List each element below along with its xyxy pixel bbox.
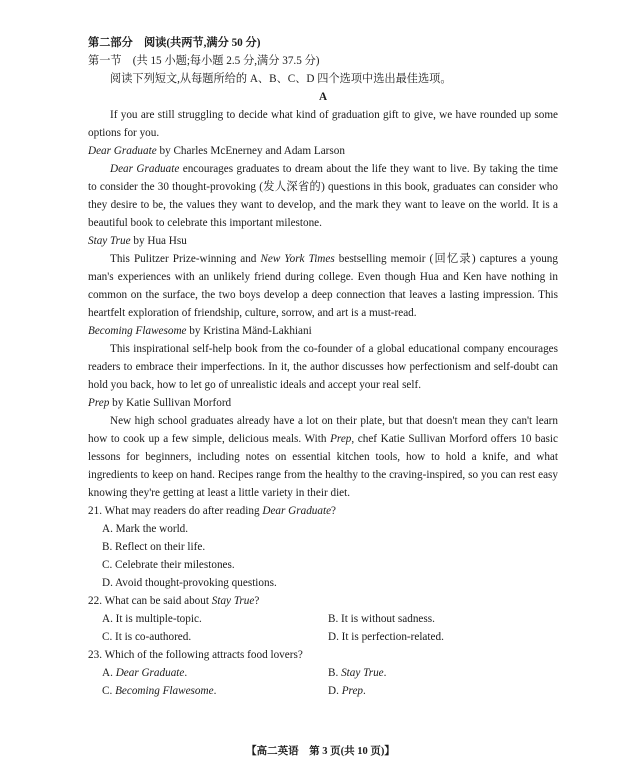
question-stem: 22. What can be said about xyxy=(88,595,212,607)
inline-title: Stay True xyxy=(341,667,384,679)
question-stem: 21. What may readers do after reading xyxy=(88,505,263,517)
page-footer: 【高二英语 第 3 页(共 10 页)】 xyxy=(246,746,395,757)
book-title: Becoming Flawesome xyxy=(88,325,187,337)
option-letter: A. xyxy=(102,667,116,679)
options-23 xyxy=(88,664,558,700)
option-22-c[interactable]: C. It is co-authored. xyxy=(102,631,192,643)
option-22-b[interactable]: B. It is without sadness. xyxy=(328,613,435,625)
option-22-d[interactable]: D. It is perfection-related. xyxy=(328,631,444,643)
option-letter: B. xyxy=(328,667,342,679)
option-21-a[interactable]: A. Mark the world. xyxy=(102,523,189,535)
question-stem: ? xyxy=(254,595,260,607)
inline-title: Becoming Flawesome xyxy=(115,685,214,697)
book-heading-stay-true xyxy=(88,232,558,250)
book-author: by Hua Hsu xyxy=(130,235,187,247)
intro-paragraph: If you are still struggling to decide what kind of graduation gift to give, we have rounded up some options for you. xyxy=(88,109,558,139)
inline-title: Prep xyxy=(341,685,364,697)
book-heading-dear-graduate xyxy=(88,142,558,160)
option-23-a[interactable]: A. Dear Graduate. xyxy=(102,667,188,679)
book-author: by Katie Sullivan Morford xyxy=(109,397,232,409)
instruction: 阅读下列短文,从每题所给的 A、B、C、D 四个选项中选出最佳选项。 xyxy=(110,73,452,85)
book-heading-becoming-flawesome xyxy=(88,322,558,340)
option-23-b[interactable]: B. Stay True. xyxy=(328,667,387,679)
question-21 xyxy=(88,502,558,520)
inline-title: Prep xyxy=(330,433,352,445)
option-23-d[interactable]: D. Prep. xyxy=(328,685,366,697)
book-author: by Kristina Mänd-Lakhiani xyxy=(186,325,312,337)
exam-page xyxy=(88,34,558,700)
option-21-b[interactable]: B. Reflect on their life. xyxy=(102,541,206,553)
description-text: encourages graduates to dream about the life they want to live. By taking the time to consider the 30 thought-provoking (发人深省的) questions in this book, graduates can consider who they desire to be, the values they want to develop, and the mark they want to leave on the world. It is a beautiful book to celebrate this important milestone. xyxy=(88,163,558,229)
description-text: , chef Katie Sullivan Morford offers 10 basic lessons for beginners, including notes on essential kitchen tools, how to hold a knife, and what ingredients to keep on hand. Recipes range from the healthy to the craving-inspired, so you can rest easy knowing they're getting at least a little variety in their diet. xyxy=(88,433,558,499)
book-description-becoming-flawesome: This inspirational self-help book from the co-founder of a global educational company encourages readers to embrace their imperfections. In it, the author discusses how perfectionism and self-doubt can hold you back, how to let go of unrealistic ideals and accept your real self. xyxy=(88,343,558,391)
book-title: Dear Graduate xyxy=(88,145,157,157)
part-heading: 第二部分 阅读(共两节,满分 50 分) xyxy=(88,37,261,49)
passage-label: A xyxy=(318,91,328,103)
book-author: by Charles McEnerney and Adam Larson xyxy=(156,145,345,157)
option-letter: C. xyxy=(102,685,116,697)
options-21 xyxy=(88,520,558,592)
description-text: New high school graduates already have a lot on their plate, but that doesn't mean they can't learn how to cook up a few simple, delicious meals. With xyxy=(88,415,558,445)
section-heading: 第一节 (共 15 小题;每小题 2.5 分,满分 37.5 分) xyxy=(88,55,320,67)
inline-title: Dear Graduate xyxy=(115,667,185,679)
inline-title: Dear Graduate xyxy=(110,163,180,175)
options-22 xyxy=(88,610,558,646)
question-23: 23. Which of the following attracts food lovers? xyxy=(88,649,303,661)
question-22 xyxy=(88,592,558,610)
inline-title: Dear Graduate xyxy=(262,505,332,517)
book-heading-prep xyxy=(88,394,558,412)
book-description-stay-true xyxy=(88,250,558,322)
inline-title: Stay True xyxy=(211,595,255,607)
book-title: Stay True xyxy=(88,235,131,247)
option-22-a[interactable]: A. It is multiple-topic. xyxy=(102,613,202,625)
description-text: bestselling memoir (回忆录) captures a young man's experiences with an unlikely friend during college. Even though Hua and Ken have nothing in common on the surface, the two boys develop a deep connection that leaves a lasting impression. This heartfelt exploration of friendship, culture, sorrow, and art is a must-read. xyxy=(88,253,558,319)
book-description-dear-graduate xyxy=(88,160,558,232)
book-title: Prep xyxy=(88,397,110,409)
book-description-prep xyxy=(88,412,558,502)
option-21-c[interactable]: C. Celebrate their milestones. xyxy=(102,559,235,571)
option-23-c[interactable]: C. Becoming Flawesome. xyxy=(102,685,217,697)
option-letter: D. xyxy=(328,685,342,697)
inline-title: New York Times xyxy=(260,253,335,265)
option-21-d[interactable]: D. Avoid thought-provoking questions. xyxy=(102,577,277,589)
description-text: This Pulitzer Prize-winning and xyxy=(110,253,261,265)
question-stem: ? xyxy=(331,505,337,517)
